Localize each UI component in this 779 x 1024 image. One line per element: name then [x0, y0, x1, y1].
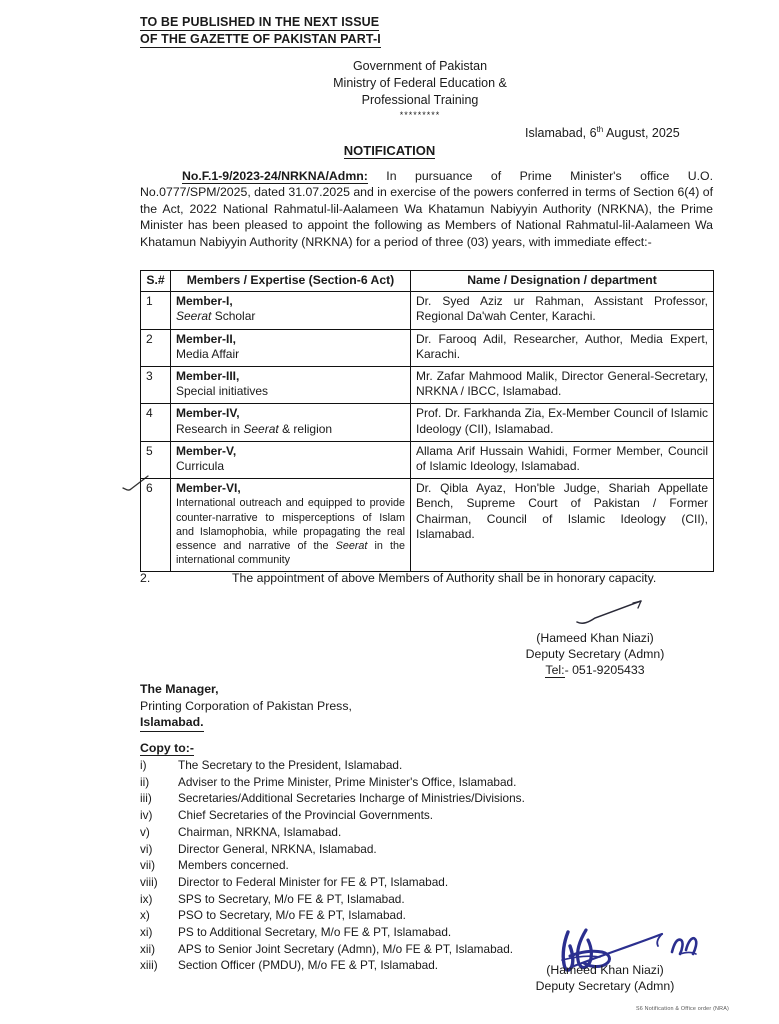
list-item — [140, 941, 660, 958]
list-item-number: v) — [140, 824, 150, 839]
list-item-text: PS to Additional Secretary, M/o FE & PT, Islamabad. — [178, 925, 452, 940]
cell-expertise — [171, 404, 411, 441]
cell-expertise — [171, 329, 411, 366]
list-item — [140, 874, 660, 891]
table-row — [141, 404, 714, 441]
table-row — [141, 479, 714, 572]
list-item-text: SPS to Secretary, M/o FE & PT, Islamabad. — [178, 891, 405, 906]
list-item-number: xi) — [140, 925, 153, 940]
ministry-header — [255, 58, 585, 120]
column-header-name: Name / Designation / department — [411, 271, 714, 292]
list-item-number: iv) — [140, 808, 153, 823]
member-expertise: International outreach and equipped to provide counter-narrative to misperceptions of Islam and Islamophobia, while propagating the real essence and narrative of the Seerat in the international community — [176, 497, 405, 567]
list-item — [140, 790, 660, 807]
cell-name: Dr. Qibla Ayaz, Hon'ble Judge, Shariah Appellate Bench, Supreme Court of Pakistan / Former Chairman, Council of Islamic Ideology (CII), Islamabad. — [411, 479, 714, 572]
telephone-value: - 051-9205433 — [564, 663, 645, 677]
column-header-expertise: Members / Expertise (Section-6 Act) — [171, 271, 411, 292]
list-item — [140, 807, 660, 824]
issue-date-prefix: Islamabad, 6 — [525, 126, 597, 141]
list-item-text: PSO to Secretary, M/o FE & PT, Islamabad. — [178, 908, 406, 923]
clause-number: 2. — [140, 571, 151, 585]
list-item — [140, 824, 660, 841]
signature-block-top — [470, 630, 720, 678]
member-expertise: Research in Seerat & religion — [176, 421, 333, 436]
list-item-text: Director to Federal Minister for FE & PT, Islamabad. — [178, 874, 449, 889]
signature-block-bottom — [480, 962, 730, 994]
signatory-designation-top: Deputy Secretary (Admn) — [525, 647, 665, 661]
list-item-text: Chairman, NRKNA, Islamabad. — [178, 824, 342, 839]
issue-date-superscript: th — [596, 125, 604, 134]
list-item-number: xii) — [140, 941, 156, 956]
list-item-text: Adviser to the Prime Minister, Prime Minister's Office, Islamabad. — [178, 774, 517, 789]
signatory-telephone — [470, 662, 720, 678]
clause-text: The appointment of above Members of Authority shall be in honorary capacity. — [232, 571, 657, 585]
list-item — [140, 774, 660, 791]
list-item-text: APS to Senior Joint Secretary (Admn), M/o FE & PT, Islamabad. — [178, 941, 514, 956]
list-item — [140, 841, 660, 858]
member-expertise: Special initiatives — [176, 384, 269, 399]
addressee-line1: The Manager, — [140, 682, 219, 696]
footer-reference: S6 Notification & Office order (NRA) — [635, 1006, 730, 1012]
signatory-name-bottom: (Hameed Khan Niazi) — [546, 963, 664, 977]
reference-number: No.F.1-9/2023-24/NRKNA/Admn: — [182, 169, 368, 183]
addressee-block — [140, 681, 352, 732]
cell-name: Dr. Syed Aziz ur Rahman, Assistant Professor, Regional Da'wah Center, Karachi. — [411, 292, 714, 329]
list-item-text: The Secretary to the President, Islamabad. — [178, 758, 403, 772]
list-item-number: vi) — [140, 841, 153, 856]
cell-name: Prof. Dr. Farkhanda Zia, Ex-Member Council of Islamic Ideology (CII), Islamabad. — [411, 404, 714, 441]
list-item-number: vii) — [140, 858, 156, 873]
copy-to-list — [140, 757, 660, 974]
list-item-text: Director General, NRKNA, Islamabad. — [178, 841, 377, 856]
cell-serial: 6 — [141, 479, 171, 572]
list-item — [140, 891, 660, 908]
publish-instruction — [140, 14, 381, 48]
addressee-line3: Islamabad. — [140, 714, 204, 732]
cell-name: Dr. Farooq Adil, Researcher, Author, Media Expert, Karachi. — [411, 329, 714, 366]
list-item-text: Chief Secretaries of the Provincial Governments. — [178, 808, 434, 823]
list-item-text: Members concerned. — [178, 858, 289, 873]
copy-to-heading — [140, 741, 194, 756]
cell-serial: 3 — [141, 367, 171, 404]
publish-instruction-line2: OF THE GAZETTE OF PAKISTAN PART-I — [140, 32, 381, 46]
list-item — [140, 924, 660, 941]
member-title: Member-I, — [176, 294, 233, 309]
cell-serial: 4 — [141, 404, 171, 441]
publish-instruction-line1: TO BE PUBLISHED IN THE NEXT ISSUE — [140, 15, 380, 29]
telephone-label: Tel: — [545, 663, 565, 677]
member-title: Member-III, — [176, 369, 240, 384]
table-row — [141, 292, 714, 329]
list-item-number: xiii) — [140, 958, 158, 973]
cell-serial: 5 — [141, 441, 171, 478]
addressee-line2: Printing Corporation of Pakistan Press, — [140, 698, 352, 713]
member-title: Member-II, — [176, 331, 237, 346]
column-header-serial: S.# — [141, 271, 171, 292]
member-title: Member-VI, — [176, 481, 241, 496]
government-name: Government of Pakistan — [352, 59, 488, 73]
cell-expertise — [171, 441, 411, 478]
issue-date-suffix: August, 2025 — [603, 126, 680, 141]
list-item-number: i) — [140, 758, 147, 772]
members-table — [140, 270, 714, 572]
cell-serial: 1 — [141, 292, 171, 329]
list-item — [140, 907, 660, 924]
table-row — [141, 367, 714, 404]
member-title: Member-IV, — [176, 406, 240, 421]
page-title — [0, 143, 779, 158]
ministry-name-line1: Ministry of Federal Education & — [333, 76, 507, 90]
cell-expertise — [171, 367, 411, 404]
signatory-designation-bottom: Deputy Secretary (Admn) — [535, 979, 675, 993]
list-item — [140, 857, 660, 874]
ministry-name-line2: Professional Training — [361, 93, 479, 107]
table-row — [141, 329, 714, 366]
page-title-text: NOTIFICATION — [343, 143, 436, 158]
notification-body-text: In pursuance of Prime Minister's office U.O. No.0777/SPM/2025, dated 31.07.2025 and in exercise of the powers conferred in terms of Section 6(4) of the Act, 2022 National Rahmatul-lil-Aalameen Wa Khatamun Nabiyyin Authority (NRKNA), the Prime Minister has been pleased to appoint the following as Members of National Rahmatul-lil-Aalameen Wa Khatamun Nabiyyin Authority (NRKNA) for a period of three (03) years, with immediate effect:- — [140, 169, 713, 249]
cell-name: Allama Arif Hussain Wahidi, Former Member, Council of Islamic Ideology, Islamabad. — [411, 441, 714, 478]
signature-stroke-top — [575, 598, 647, 628]
member-title: Member-V, — [176, 443, 237, 458]
list-item-number: iii) — [140, 791, 152, 806]
issue-date — [525, 125, 680, 140]
cell-expertise — [171, 479, 411, 572]
decorative-separator: ********* — [399, 110, 441, 120]
copy-to-heading-text: Copy to:- — [140, 741, 194, 755]
signatory-name-top: (Hameed Khan Niazi) — [536, 631, 654, 645]
list-item — [140, 757, 660, 774]
list-item-number: viii) — [140, 874, 158, 889]
list-item-number: ix) — [140, 891, 153, 906]
cell-serial: 2 — [141, 329, 171, 366]
list-item-number: ii) — [140, 774, 150, 789]
table-row — [141, 441, 714, 478]
cell-expertise — [171, 292, 411, 329]
table-header-row — [141, 271, 714, 292]
list-item-text: Section Officer (PMDU), M/o FE & PT, Islamabad. — [178, 958, 439, 973]
notification-body — [140, 168, 713, 250]
cell-name: Mr. Zafar Mahmood Malik, Director General-Secretary, NRKNA / IBCC, Islamabad. — [411, 367, 714, 404]
member-expertise: Seerat Scholar — [176, 309, 256, 324]
list-item-text: Secretaries/Additional Secretaries Incharge of Ministries/Divisions. — [178, 791, 525, 806]
member-expertise: Media Affair — [176, 346, 240, 361]
member-expertise: Curricula — [176, 459, 225, 474]
list-item-number: x) — [140, 908, 150, 923]
